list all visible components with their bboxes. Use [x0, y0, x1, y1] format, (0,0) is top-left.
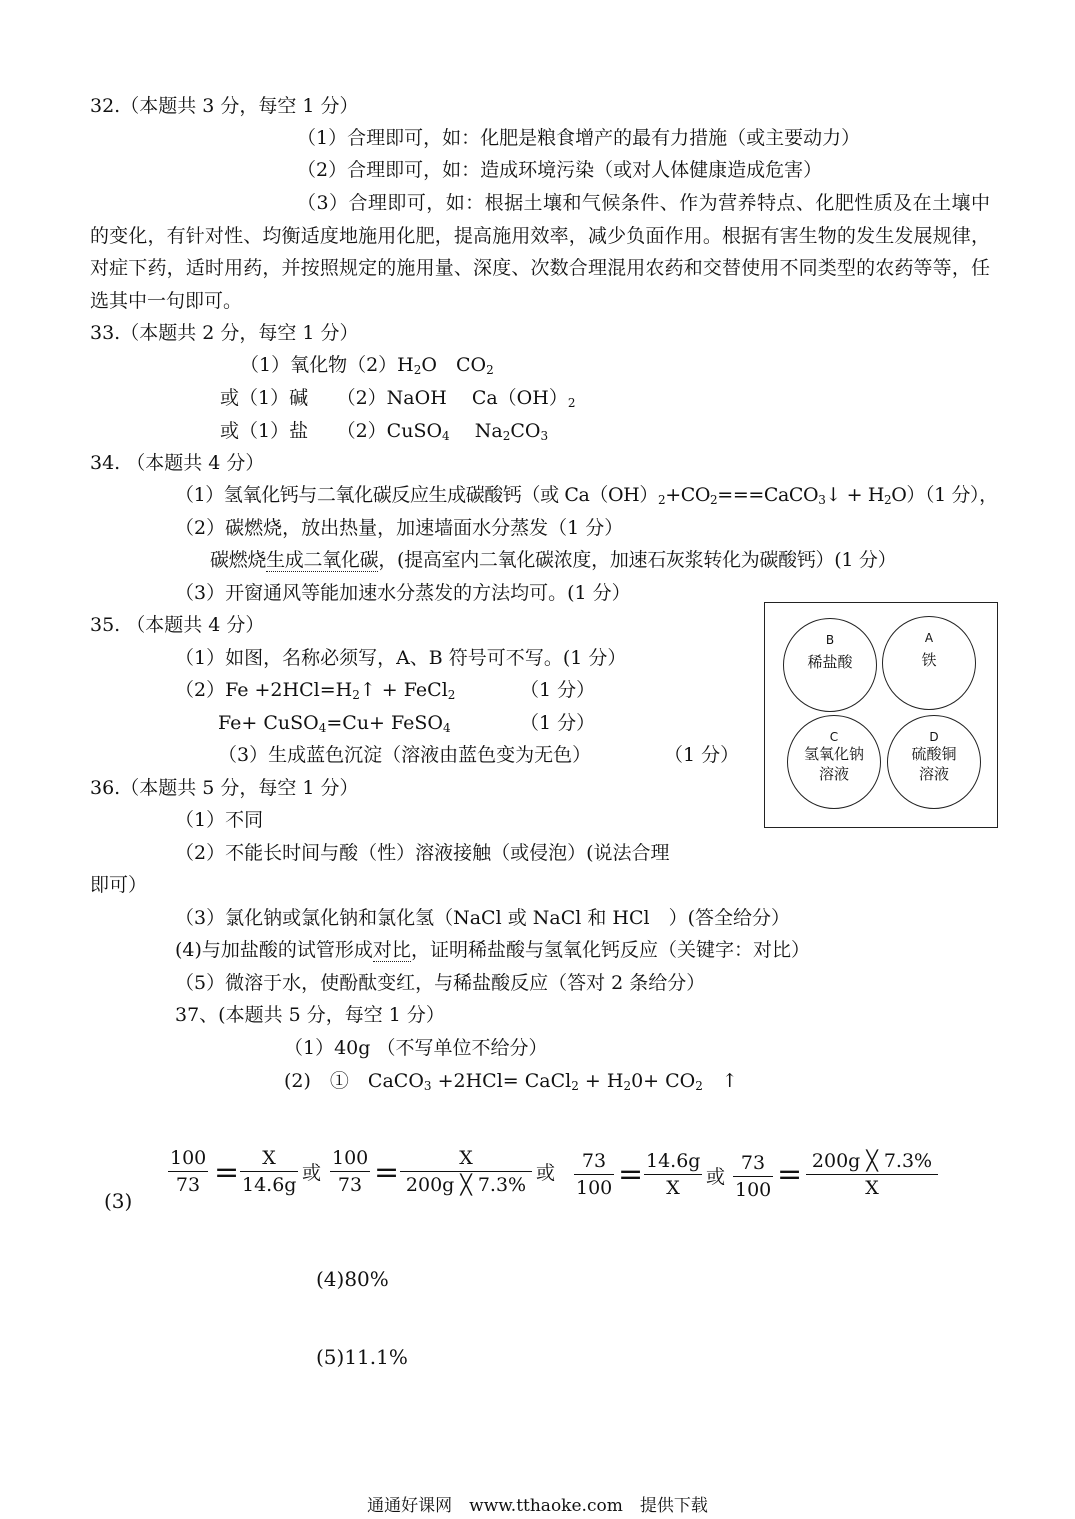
or-3: 或	[706, 1166, 726, 1188]
fraction-1: $\frac{100}{73}$	[170, 1147, 207, 1196]
equals-2: =	[374, 1155, 400, 1190]
q37-answer-1: （1）40g （不写单位不给分）	[284, 1037, 548, 1059]
q34-answer-2: （2）碳燃烧，放出热量，加速墙面水分蒸发（1 分）	[175, 517, 624, 539]
equals-1: =	[214, 1155, 240, 1190]
q32-heading: 32.（本题共 3 分，每空 1 分）	[90, 95, 359, 117]
q32-answer-2: （2）合理即可，如：造成环境污染（或对人体健康造成危害）	[297, 159, 823, 181]
q37-heading: 37、(本题共 5 分，每空 1 分）	[175, 1004, 445, 1026]
q35-answer-2b: Fe+ CuSO$_4$=Cu+ FeSO$_4$	[218, 712, 451, 735]
or-2: 或	[536, 1162, 556, 1184]
q34-answer-3: （3）开窗通风等能加速水分蒸发的方法均可。(1 分）	[175, 582, 631, 604]
q34-heading: 34. （本题共 4 分）	[90, 452, 265, 474]
q34-answer-1: （1）氢氧化钙与二氧化碳反应生成碳酸钙（或 $Ca(OH)_2+CO_2===CaCO_3↓ + H_2O)(1$ 分），	[175, 484, 998, 507]
equals-3: =	[618, 1157, 644, 1192]
q35-answer-3: （3）生成蓝色沉淀（溶液由蓝色变为无色）	[218, 744, 592, 766]
q36-answer-3: （3）氯化钠或氯化钠和氯化氢（NaCl 或 NaCl 和 HCl ）(答全给分）	[175, 907, 790, 929]
q33-heading: 33.（本题共 2 分，每空 1 分）	[90, 322, 359, 344]
or-1: 或	[302, 1162, 322, 1184]
q33-row-2: 或（1）碱 （2）NaOH $Ca(OH)_2$	[220, 387, 576, 410]
circle-a-iron: A 铁	[882, 616, 976, 710]
fraction-2: $\frac{X}{14.6g}$	[242, 1147, 297, 1196]
q35-answer-2-score: （1 分）	[520, 679, 596, 701]
q33-row-3: 或（1）盐 （2）CuSO$_4$ $Na_2CO_3$	[220, 420, 549, 443]
q35-answer-2b-score: （1 分）	[520, 712, 596, 734]
fraction-5: $\frac{73}{100}$	[576, 1150, 613, 1199]
q36-answer-2: （2）不能长时间与酸（性）溶液接触（或侵泡）(说法合理	[175, 842, 670, 864]
q37-answer-4: (4)80%	[316, 1267, 389, 1291]
q34-answer-2b: 碳燃烧生成二氧化碳，(提高室内二氧化碳浓度，加速石灰浆转化为碳酸钙）(1 分）	[210, 549, 897, 571]
fraction-6: $\frac{14.6g}{X}$	[646, 1150, 701, 1199]
circle-c-sodium-hydroxide: C 氢氧化钠 溶液	[787, 715, 881, 809]
q36-answer-2-cont: 即可）	[90, 874, 148, 896]
circle-b-hydrochloric-acid: B 稀盐酸	[783, 618, 877, 712]
fraction-8: $\frac{200g ╳ 7.3\%}{X}$	[806, 1148, 938, 1201]
q37-answer-2: (2) ① CaCO$_3$ +2HCl= CaCl$_2$ + $H_20+ CO_2$ ↑	[284, 1070, 738, 1093]
q33-row-1: （1）氧化物$(2)H_2O$ $CO_2$	[240, 354, 494, 377]
q35-answer-3-score: （1 分）	[664, 744, 740, 766]
q36-answer-1: （1）不同	[175, 809, 264, 831]
fraction-7: $\frac{73}{100}$	[735, 1152, 772, 1201]
q36-answer-5: （5）微溶于水，使酚酞变红，与稀盐酸反应（答对 2 条给分）	[175, 972, 706, 994]
equals-4: =	[777, 1157, 803, 1192]
page-footer: 通通好课网 www.tthaoke.com 提供下载	[367, 1496, 708, 1516]
fraction-3: $\frac{100}{73}$	[332, 1147, 369, 1196]
q35-answer-1: （1）如图，名称必须写，A、B 符号可不写。(1 分）	[175, 647, 627, 669]
q36-heading: 36.（本题共 5 分，每空 1 分）	[90, 777, 359, 799]
q35-answer-2: $(2)Fe +2HCl=H_2↑$ + FeCl$_2$	[175, 679, 456, 702]
fraction-4: $\frac{X}{200g ╳ 7.3\%}$	[400, 1145, 532, 1198]
q37-answer-3-label: (3)	[104, 1189, 133, 1213]
q36-answer-4: (4)与加盐酸的试管形成对比，证明稀盐酸与氢氧化钙反应（关键字：对比）	[175, 939, 810, 961]
q32-answer-3: （3）合理即可，如：根据土壤和气候条件、作为营养特点、化肥性质及在土壤中的变化，有针对性、均衡适度地施用化肥，提高施用效率，减少负面作用。根据有害生物的发生发展规律，对症下药，适时用药，并按照规定的施用量、深度、次数合理混用农药和交替使用不同类型的农药等等，任选其中一句即可。	[90, 192, 990, 312]
circle-d-copper-sulfate: D 硫酸铜 溶液	[887, 715, 981, 809]
q32-answer-1: （1）合理即可，如：化肥是粮食增产的最有力措施（或主要动力）	[297, 127, 861, 149]
reaction-figure	[764, 602, 998, 828]
q37-answer-5: (5)11.1%	[316, 1345, 408, 1369]
q35-heading: 35. （本题共 4 分）	[90, 614, 265, 636]
